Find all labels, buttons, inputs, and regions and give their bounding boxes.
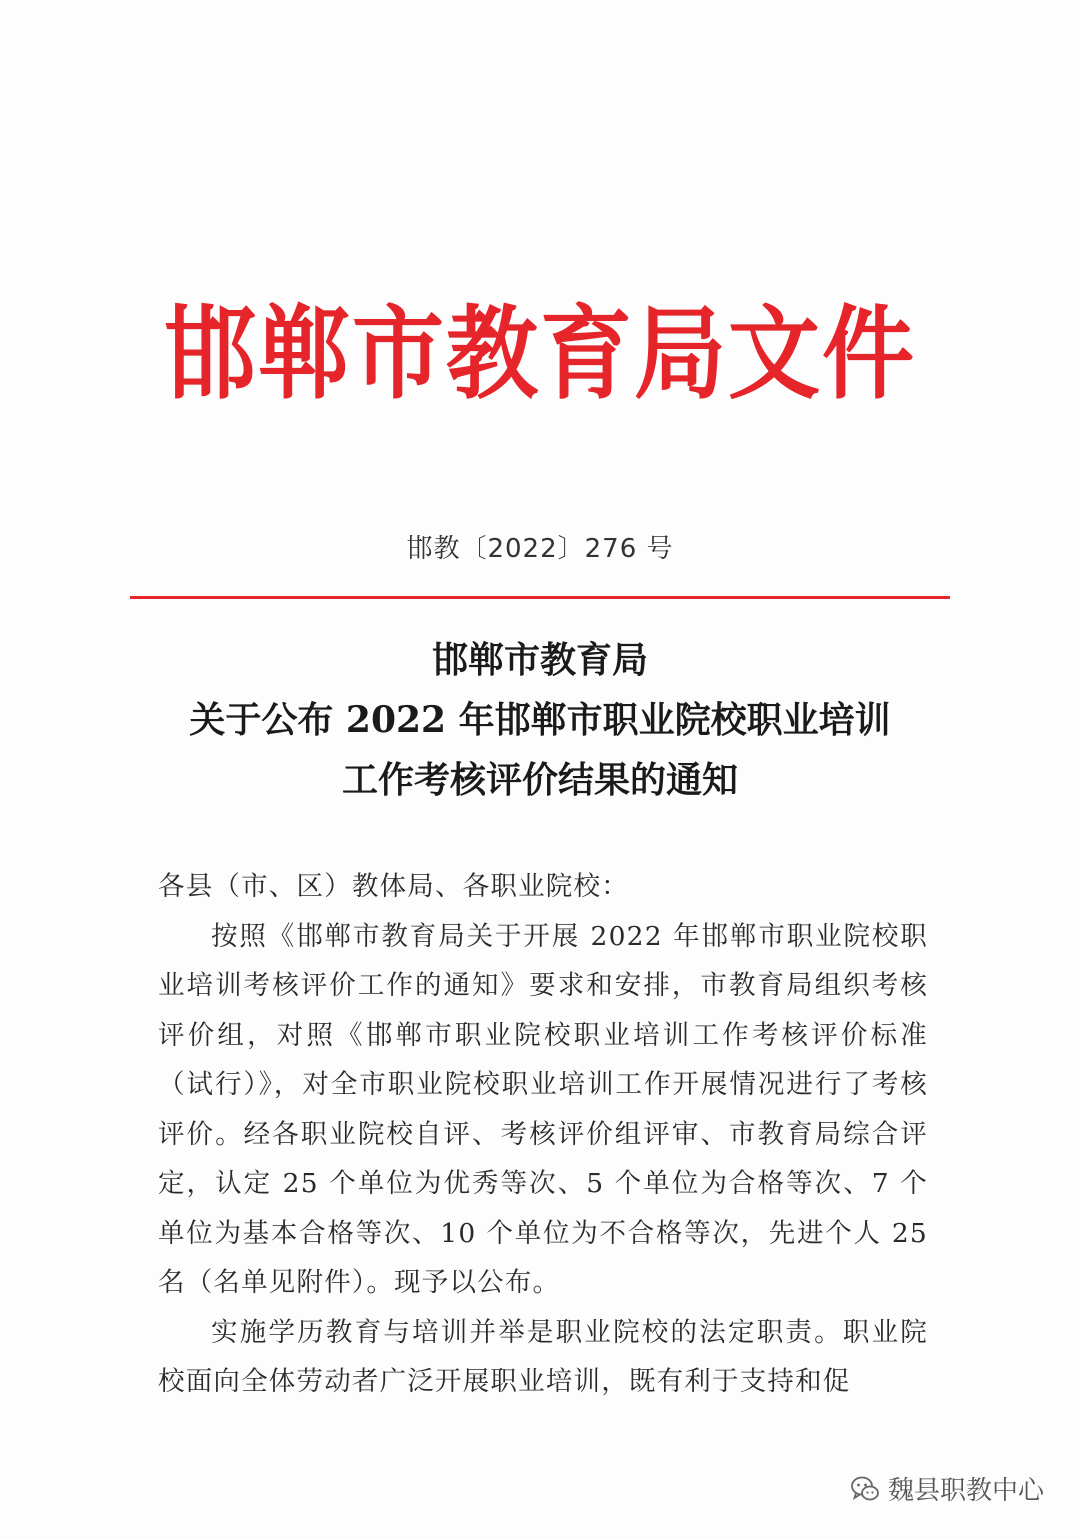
account-watermark bbox=[850, 1470, 1044, 1507]
document-body bbox=[158, 862, 928, 1407]
title-line: 工作考核评价结果的通知 bbox=[341, 759, 738, 801]
header-divider bbox=[130, 596, 950, 599]
document-number: 邯教〔2022〕276 号 bbox=[406, 534, 674, 564]
salutation: 各县（市、区）教体局、各职业院校： bbox=[158, 871, 629, 902]
wechat-icon bbox=[850, 1474, 880, 1504]
document-title bbox=[100, 630, 980, 810]
title-line: 关于公布 2022 年邯郸市职业院校职业培训 bbox=[189, 699, 891, 741]
body-paragraph: 实施学历教育与培训并举是职业院校的法定职责。职业院校面向全体劳动者广泛开展职业培训，既有利于支持和促 bbox=[158, 1316, 928, 1397]
body-paragraph: 按照《邯郸市教育局关于开展 2022 年邯郸市职业院校职业培训考核评价工作的通知》要求和安排，市教育局组织考核评价组，对照《邯郸市职业院校职业培训工作考核评价标准（试行）》，对全市职业院校职业培训工作开展情况进行了考核评价。经各职业院校自评、考核评价组评审、市教育局综合评定，认定 25 个单位为优秀等次、5 个单位为合格等次、7 个单位为基本合格等次、10 个单位为不合格等次，先进个人 25 名（名单见附件）。现予以公布。 bbox=[158, 920, 928, 1298]
document-header: 邯郸市教育局文件 bbox=[163, 295, 916, 414]
title-line: 邯郸市教育局 bbox=[431, 639, 648, 681]
watermark-text: 魏县职教中心 bbox=[887, 1476, 1044, 1506]
